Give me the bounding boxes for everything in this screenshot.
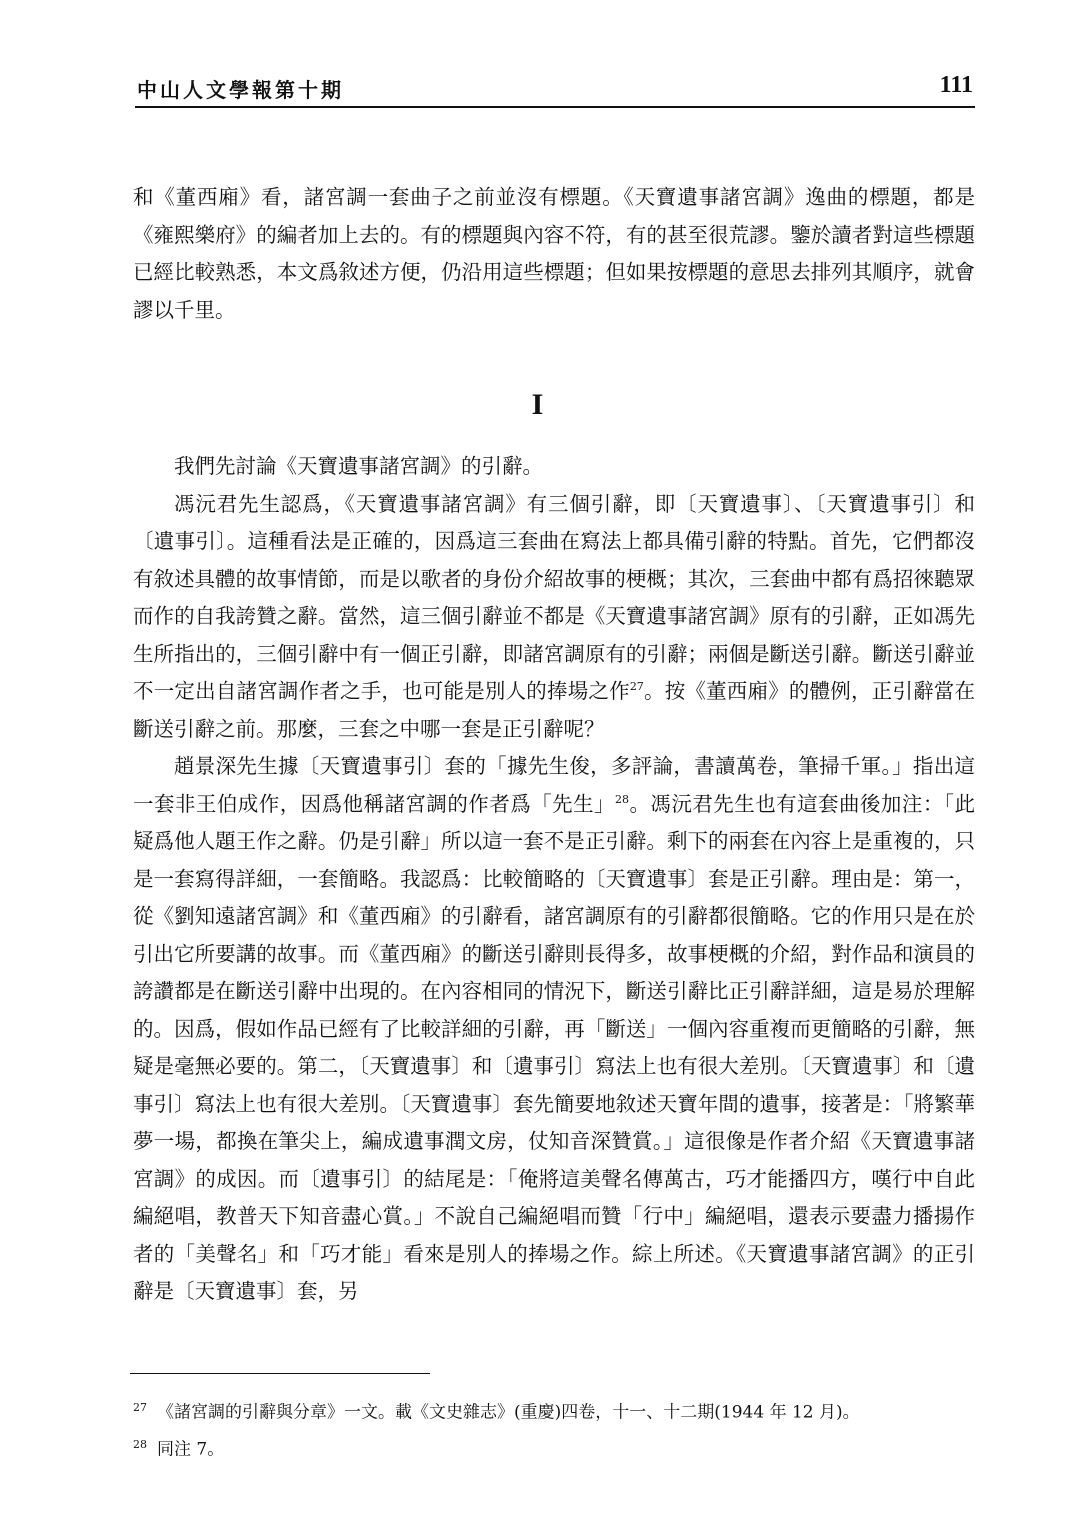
journal-title: 中山人文學報第十期 <box>137 78 344 102</box>
paragraph-1: 我們先討論《天寶遺事諸宮調》的引辭。 <box>174 454 543 478</box>
paragraph-2 <box>133 486 975 749</box>
page-number: 111 <box>939 72 973 98</box>
footnote-27 <box>133 1392 975 1429</box>
section-heading: I <box>531 388 544 421</box>
footnote-ref-27[interactable]: 27 <box>629 680 644 694</box>
paragraph-3-text-a: 趙景深先生據〔天寶遺事引〕套的「據先生俊，多評論，書讀萬卷，筆掃千軍。」指出這一套非王伯成作，因爲他稱諸宮調的作者爲「先生」 <box>133 754 975 816</box>
footnote-text: 同注 7。 <box>157 1439 225 1460</box>
footnote-text: 《諸宮調的引辭與分章》一文。載《文史雜志》(重慶)四卷，十一、十二期(1944 年 12 月)。 <box>157 1402 860 1423</box>
paragraph-3 <box>133 748 975 1311</box>
footnote-number: 28 <box>133 1437 147 1451</box>
body-text <box>133 448 975 1311</box>
intro-paragraph: 和《董西廂》看，諸宮調一套曲子之前並沒有標題。《天寶遺事諸宮調》逸曲的標題，都是《雍熙樂府》的編者加上去的。有的標題與內容不符，有的甚至很荒謬。鑒於讀者對這些標題已經比較熟悉，本文爲敘述方便，仍沿用這些標題；但如果按標題的意思去排列其順序，就會謬以千里。 <box>133 185 975 322</box>
running-header <box>135 66 973 106</box>
intro-paragraph-block <box>133 179 975 329</box>
footnote-rule <box>130 1373 430 1374</box>
header-rule <box>135 106 975 108</box>
footnotes <box>133 1392 975 1465</box>
paragraph-3-text-b: 。馮沅君先生也有這套曲後加注：「此疑爲他人題王作之辭。仍是引辭」所以這一套不是正引辭。剩下的兩套在內容上是重複的，只是一套寫得詳細，一套簡略。我認爲：比較簡略的〔天寶遺事〕套是正引辭。理由是：第一，從《劉知遠諸宮調》和《董西廂》的引辭看，諸宮調原有的引辭都很簡略。它的作用只是在於引出它所要講的故事。而《董西廂》的斷送引辭則長得多，故事梗概的介紹，對作品和演員的誇讚都是在斷送引辭中出現的。在內容相同的情況下，斷送引辭比正引辭詳細，這是易於理解的。因爲，假如作品已經有了比較詳細的引辭，再「斷送」一個內容重複而更簡略的引辭，無疑是毫無必要的。第二，〔天寶遺事〕和〔遺事引〕寫法上也有很大差別。〔天寶遺事〕和〔遺事引〕寫法上也有很大差別。〔天寶遺事〕套先簡要地敘述天寶年間的遺事，接著是：「將繁華夢一場，都換在筆尖上，編成遺事潤文房，仗知音深贊賞。」這很像是作者介紹《天寶遺事諸宮調》的成因。而〔遺事引〕的結尾是：「俺將這美聲名傳萬古，巧才能播四方，嘆行中自此編絕唱，教普天下知音盡心賞。」不說自己編絕唱而贊「行中」編絕唱，還表示要盡力播揚作者的「美聲名」和「巧才能」看來是別人的捧場之作。綜上所述。《天寶遺事諸宮調》的正引辭是〔天寶遺事〕套，另 <box>133 791 976 1303</box>
paragraph-2-text-a: 馮沅君先生認爲，《天寶遺事諸宮調》有三個引辭，即〔天寶遺事〕、〔天寶遺事引〕和〔遺事引〕。這種看法是正確的，因爲這三套曲在寫法上都具備引辭的特點。首先，它們都沒有敘述具體的故事情節，而是以歌者的身份介紹故事的梗概；其次，三套曲中都有爲招徠聽眾而作的自我誇贊之辭。當然，這三個引辭並不都是《天寶遺事諸宮調》原有的引辭，正如馮先生所指出的，三個引辭中有一個正引辭，即諸宮調原有的引辭；兩個是斷送引辭。斷送引辭並不一定出自諸宮調作者之手，也可能是別人的捧場之作 <box>133 491 975 703</box>
paragraph-2-text-b: 。按《董西廂》的體例，正引辭當在斷送引辭之前。那麼，三套之中哪一套是正引辭呢？ <box>133 679 976 741</box>
footnote-28 <box>133 1429 975 1466</box>
footnote-number: 27 <box>133 1401 147 1414</box>
footnote-ref-28[interactable]: 28 <box>615 792 629 806</box>
